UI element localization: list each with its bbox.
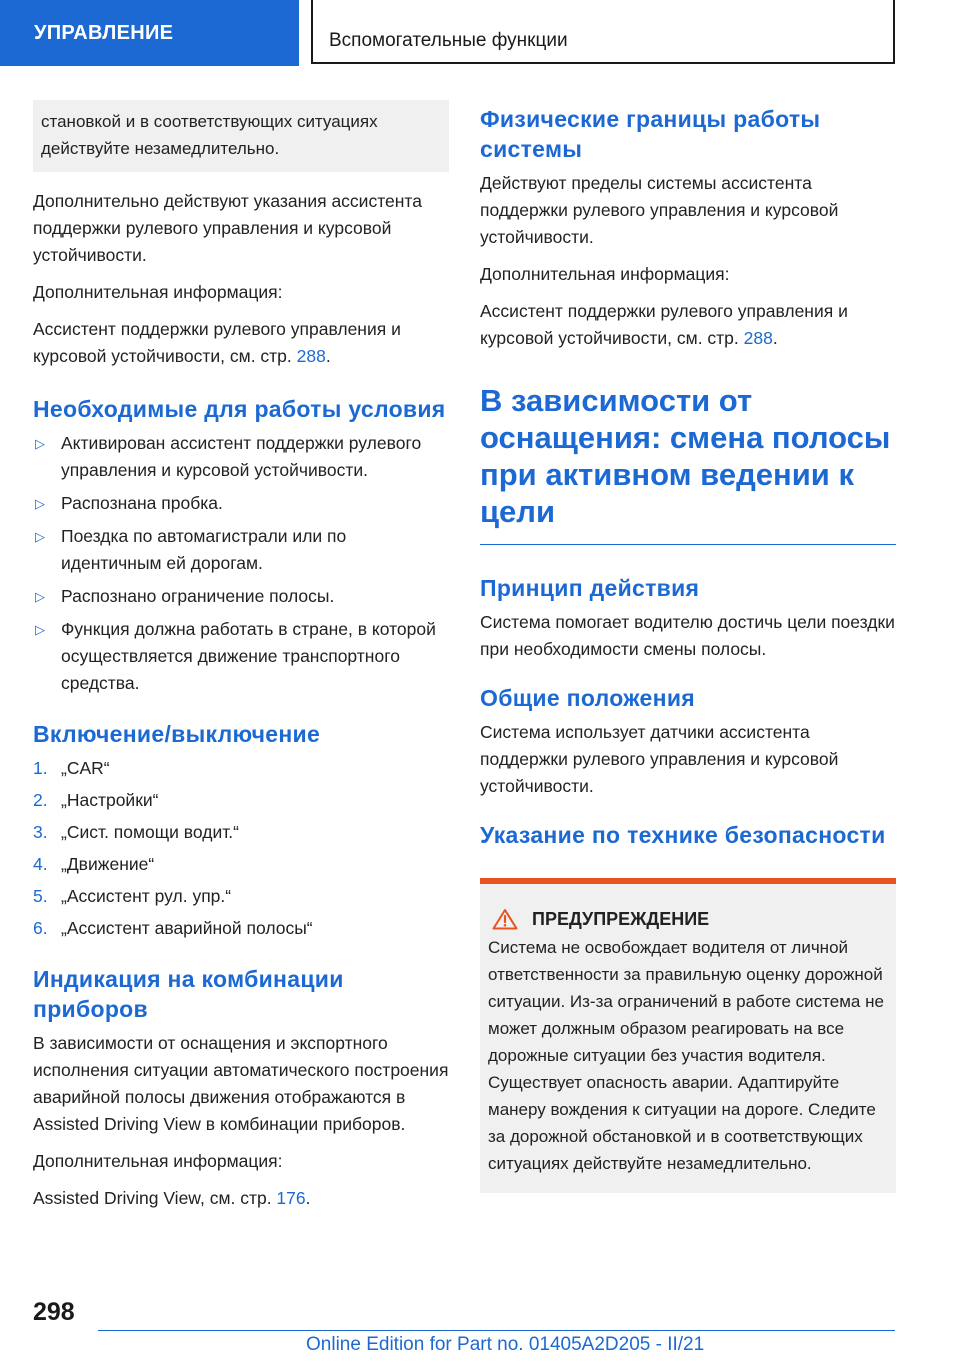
- warning-text: Система не освобождает водителя от личной ответственности за правильную оценку дорожной ситуации. Из-за ограничений в работе система не может должным образом реагировать на все дорожные ситуации без участия водителя. Существует опасность аварии. Адаптируйте манеру вождения к ситуации на дороге. Следите за дорожной обстановкой и в соответствующих ситуациях действуйте незамедлительно.: [488, 938, 884, 1173]
- section-tab: УПРАВЛЕНИЕ: [0, 0, 299, 66]
- paragraph-reference-3: Ассистент поддержки рулевого управления и курсовой устойчивости, см. стр. 288.: [480, 301, 848, 348]
- list-item: ▷ Распознана пробка.: [33, 490, 449, 517]
- triangle-right-icon: ▷: [35, 436, 45, 451]
- main-heading: В зависимости от оснащения: смена полосы при активном ведении к цели: [480, 383, 891, 529]
- page-number: 298: [33, 1298, 75, 1326]
- warning-triangle-icon: [492, 908, 518, 930]
- paragraph-reference-2: Assisted Driving View, см. стр. 176.: [33, 1188, 311, 1208]
- paragraph-principle: Система помогает водителю достичь цели поездки при необходимости смены полосы.: [480, 612, 895, 659]
- list-item: ▷ Распознано ограничение полосы.: [33, 583, 449, 610]
- footer-divider: [98, 1330, 895, 1331]
- step-item: 2. „Настройки“: [33, 790, 159, 810]
- heading-on-off: Включение/выключение: [33, 721, 321, 747]
- heading-display: Индикация на комбинации приборов: [33, 966, 344, 1022]
- triangle-right-icon: ▷: [35, 589, 45, 604]
- list-item: ▷ Активирован ассистент поддержки рулевого управления и курсовой устойчивости.: [33, 430, 449, 484]
- heading-principle: Принцип действия: [480, 575, 700, 601]
- heading-general: Общие положения: [480, 685, 695, 711]
- page-link-288[interactable]: 288: [743, 328, 773, 348]
- paragraph-more-info-3: Дополнительная информация:: [480, 264, 730, 284]
- triangle-right-icon: ▷: [35, 529, 45, 544]
- chapter-title: Вспомогательные функции: [311, 0, 895, 64]
- continued-warning-text: становкой и в соответствующих ситуациях действуйте незамедлительно.: [41, 112, 378, 158]
- page-link-176[interactable]: 176: [276, 1188, 306, 1208]
- warning-title: ПРЕДУПРЕЖДЕНИЕ: [532, 909, 710, 929]
- right-column: [480, 100, 896, 1193]
- step-item: 5. „Ассистент рул. упр.“: [33, 886, 232, 906]
- menu-steps-list: [33, 755, 449, 942]
- edition-footer: Online Edition for Part no. 01405A2D205 - II/21: [306, 1334, 705, 1355]
- paragraph-display: В зависимости от оснащения и экспортного исполнения ситуации автоматического построения аварийной полосы движения отображаются в Assisted Driving View в комбинации приборов.: [33, 1033, 449, 1134]
- left-column: [33, 100, 449, 1222]
- paragraph-limits: Действуют пределы системы ассистента поддержки рулевого управления и курсовой устойчивости.: [480, 173, 839, 247]
- triangle-right-icon: ▷: [35, 622, 45, 637]
- heading-divider: [480, 544, 896, 545]
- list-item: ▷ Поездка по автомагистрали или по идентичным ей дорогам.: [33, 523, 449, 577]
- triangle-right-icon: ▷: [35, 496, 45, 511]
- paragraph-more-info: Дополнительная информация:: [33, 282, 283, 302]
- continued-warning-box: [33, 100, 449, 172]
- paragraph-additional-rules: Дополнительно действуют указания ассистента поддержки рулевого управления и курсовой устойчивости.: [33, 191, 422, 265]
- heading-conditions: Необходимые для работы условия: [33, 396, 446, 422]
- page-link-288[interactable]: 288: [296, 346, 326, 366]
- list-item: ▷ Функция должна работать в стране, в которой осуществляется движение транспортного средства.: [33, 616, 449, 697]
- paragraph-reference: Ассистент поддержки рулевого управления и курсовой устойчивости, см. стр. 288.: [33, 319, 401, 366]
- step-item: 4. „Движение“: [33, 854, 155, 874]
- paragraph-more-info-2: Дополнительная информация:: [33, 1151, 283, 1171]
- paragraph-general: Система использует датчики ассистента поддержки рулевого управления и курсовой устойчивости.: [480, 722, 839, 796]
- heading-safety: Указание по технике безопасности: [480, 822, 886, 848]
- step-item: 6. „Ассистент аварийной полосы“: [33, 918, 313, 938]
- step-item: 1. „CAR“: [33, 758, 110, 778]
- warning-box: [480, 878, 896, 1193]
- conditions-list: [33, 430, 449, 697]
- step-item: 3. „Сист. помощи водит.“: [33, 822, 239, 842]
- heading-limits: Физические границы работы системы: [480, 106, 821, 162]
